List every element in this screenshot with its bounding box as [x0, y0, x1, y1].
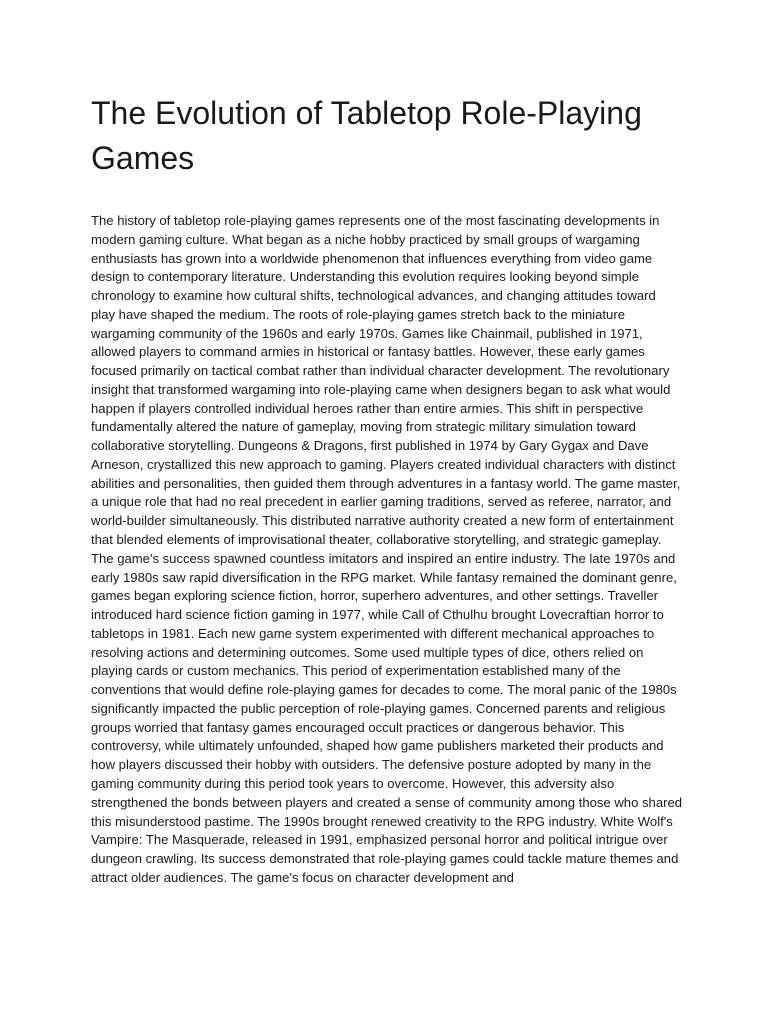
document-title: The Evolution of Tabletop Role-Playing Games: [91, 95, 642, 176]
document-body-paragraph: The history of tabletop role-playing games represents one of the most fascinating developments in modern gaming culture. What began as a niche hobby practiced by small groups of wargaming enthusiasts has grown into a worldwide phenomenon that influences everything from video game design to contemporary literature. Understanding this evolution requires looking beyond simple chronology to examine how cultural shifts, technological advances, and changing attitudes toward play have shaped the medium. The roots of role-playing games stretch back to the miniature wargaming community of the 1960s and early 1970s. Games like Chainmail, published in 1971, allowed players to command armies in historical or fantasy battles. However, these early games focused primarily on tactical combat rather than individual character development. The revolutionary insight that transformed wargaming into role-playing came when designers began to ask what would happen if players controlled individual heroes rather than entire armies. This shift in perspective fundamentally altered the nature of gameplay, moving from strategic military simulation toward collaborative storytelling. Dungeons & Dragons, first published in 1974 by Gary Gygax and Dave Arneson, crystallized this new approach to gaming. Players created individual characters with distinct abilities and personalities, then guided them through adventures in a fantasy world. The game master, a unique role that had no real precedent in earlier gaming traditions, served as referee, narrator, and world-builder simultaneously. This distributed narrative authority created a new form of entertainment that blended elements of improvisational theater, collaborative storytelling, and strategic gameplay. The game's success spawned countless imitators and inspired an entire industry. The late 1970s and early 1980s saw rapid diversification in the RPG market. While fantasy remained the dominant genre, games began exploring science fiction, horror, superhero adventures, and other settings. Traveller introduced hard science fiction gaming in 1977, while Call of Cthulhu brought Lovecraftian horror to tabletops in 1981. Each new game system experimented with different mechanical approaches to resolving actions and determining outcomes. Some used multiple types of dice, others relied on playing cards or custom mechanics. This period of experimentation established many of the conventions that would define role-playing games for decades to come. The moral panic of the 1980s significantly impacted the public perception of role-playing games. Concerned parents and religious groups worried that fantasy games encouraged occult practices or dangerous behavior. This controversy, while ultimately unfounded, shaped how game publishers marketed their products and how players discussed their hobby with outsiders. The defensive posture adopted by many in the gaming community during this period took years to overcome. However, this adversity also strengthened the bonds between players and created a sense of community among those who shared this misunderstood pastime. The 1990s brought renewed creativity to the RPG industry. White Wolf's Vampire: The Masquerade, released in 1991, emphasized personal horror and political intrigue over dungeon crawling. Its success demonstrated that role-playing games could tackle mature themes and attract older audiences. The game's focus on character development and: [91, 213, 683, 885]
